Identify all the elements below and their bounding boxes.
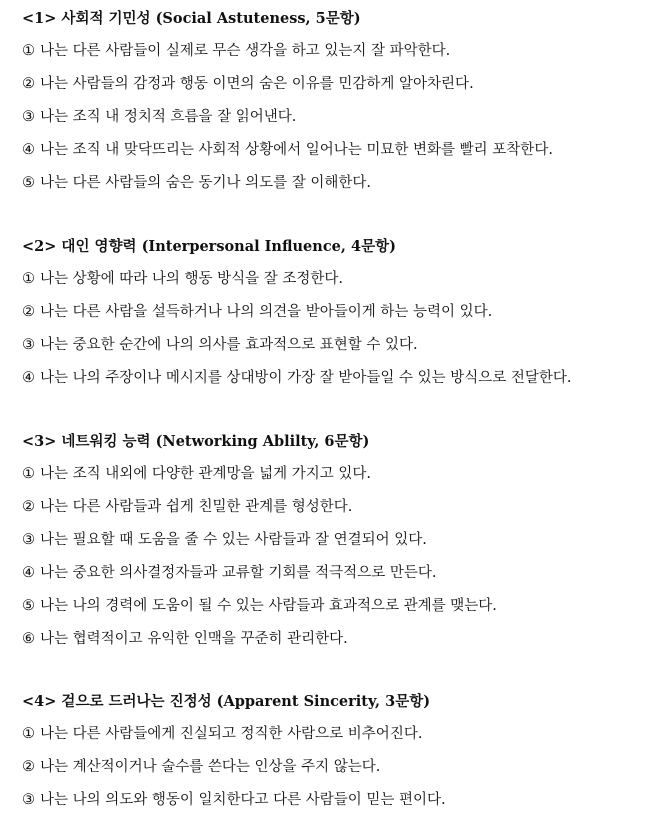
item-number: ① [22, 466, 35, 482]
item-number: ② [22, 759, 35, 775]
list-item [22, 134, 642, 167]
item-text: 나는 나의 의도와 행동이 일치한다고 다른 사람들이 믿는 편이다. [40, 792, 446, 808]
list-item [22, 167, 642, 200]
item-number: ② [22, 304, 35, 320]
item-number: ⑥ [22, 631, 35, 647]
item-text: 나는 상황에 따라 나의 행동 방식을 잘 조정한다. [40, 271, 344, 287]
item-number: ③ [22, 109, 35, 125]
list-item [22, 101, 642, 134]
section-social-astuteness [22, 2, 642, 200]
item-text: 나는 조직 내 정치적 흐름을 잘 읽어낸다. [40, 109, 297, 125]
item-text: 나는 다른 사람들이 실제로 무슨 생각을 하고 있는지 잘 파악한다. [40, 43, 451, 59]
item-number: ① [22, 271, 35, 287]
item-text: 나는 사람들의 감정과 행동 이면의 숨은 이유를 민감하게 알아차린다. [40, 76, 474, 92]
item-text: 나는 협력적이고 유익한 인맥을 꾸준히 관리한다. [40, 631, 348, 647]
item-number: ② [22, 76, 35, 92]
item-text: 나는 중요한 순간에 나의 의사를 효과적으로 표현할 수 있다. [40, 337, 418, 353]
item-text: 나는 다른 사람을 설득하거나 나의 의견을 받아들이게 하는 능력이 있다. [40, 304, 493, 320]
item-text: 나는 조직 내외에 다양한 관계망을 넓게 가지고 있다. [40, 466, 372, 482]
list-item [22, 35, 642, 68]
list-item [22, 362, 642, 395]
item-number: ⑤ [22, 175, 35, 191]
list-item [22, 458, 642, 491]
list-item [22, 784, 642, 817]
item-number: ① [22, 43, 35, 59]
item-number: ④ [22, 142, 35, 158]
item-number: ⑤ [22, 598, 35, 614]
item-text: 나는 계산적이거나 술수를 쓴다는 인상을 주지 않는다. [40, 759, 381, 775]
item-text: 나는 필요할 때 도움을 줄 수 있는 사람들과 잘 연결되어 있다. [40, 532, 427, 548]
item-text: 나는 조직 내 맞닥뜨리는 사회적 상황에서 일어나는 미묘한 변화를 빨리 포착한다. [40, 142, 553, 158]
list-item [22, 68, 642, 101]
list-item [22, 296, 642, 329]
item-text: 나는 다른 사람들과 쉽게 친밀한 관계를 형성한다. [40, 499, 353, 515]
list-item [22, 491, 642, 524]
list-item [22, 590, 642, 623]
list-item [22, 751, 642, 784]
item-text: 나는 나의 경력에 도움이 될 수 있는 사람들과 효과적으로 관계를 맺는다. [40, 598, 497, 614]
item-text: 나는 다른 사람들의 숨은 동기나 의도를 잘 이해한다. [40, 175, 372, 191]
list-item [22, 329, 642, 362]
list-item [22, 557, 642, 590]
list-item [22, 524, 642, 557]
item-number: ④ [22, 370, 35, 386]
item-number: ③ [22, 337, 35, 353]
list-item [22, 623, 642, 656]
item-text: 나는 다른 사람들에게 진실되고 정직한 사람으로 비추어진다. [40, 726, 423, 742]
section-networking-ability [22, 425, 642, 656]
section-interpersonal-influence [22, 230, 642, 395]
list-item [22, 718, 642, 751]
section-apparent-sincerity [22, 685, 642, 817]
item-text: 나는 나의 주장이나 메시지를 상대방이 가장 잘 받아들일 수 있는 방식으로 전달한다. [40, 370, 572, 386]
section-heading: <4> 겉으로 드러나는 진정성 (Apparent Sincerity, 3문항) [22, 693, 431, 710]
item-number: ③ [22, 792, 35, 808]
item-number: ① [22, 726, 35, 742]
section-heading: <2> 대인 영향력 (Interpersonal Influence, 4문항) [22, 238, 396, 255]
item-text: 나는 중요한 의사결정자들과 교류할 기회를 적극적으로 만든다. [40, 565, 437, 581]
item-number: ② [22, 499, 35, 515]
list-item [22, 263, 642, 296]
section-heading: <1> 사회적 기민성 (Social Astuteness, 5문항) [22, 10, 361, 27]
item-number: ④ [22, 565, 35, 581]
section-heading: <3> 네트워킹 능력 (Networking Ablilty, 6문항) [22, 433, 370, 450]
item-number: ③ [22, 532, 35, 548]
